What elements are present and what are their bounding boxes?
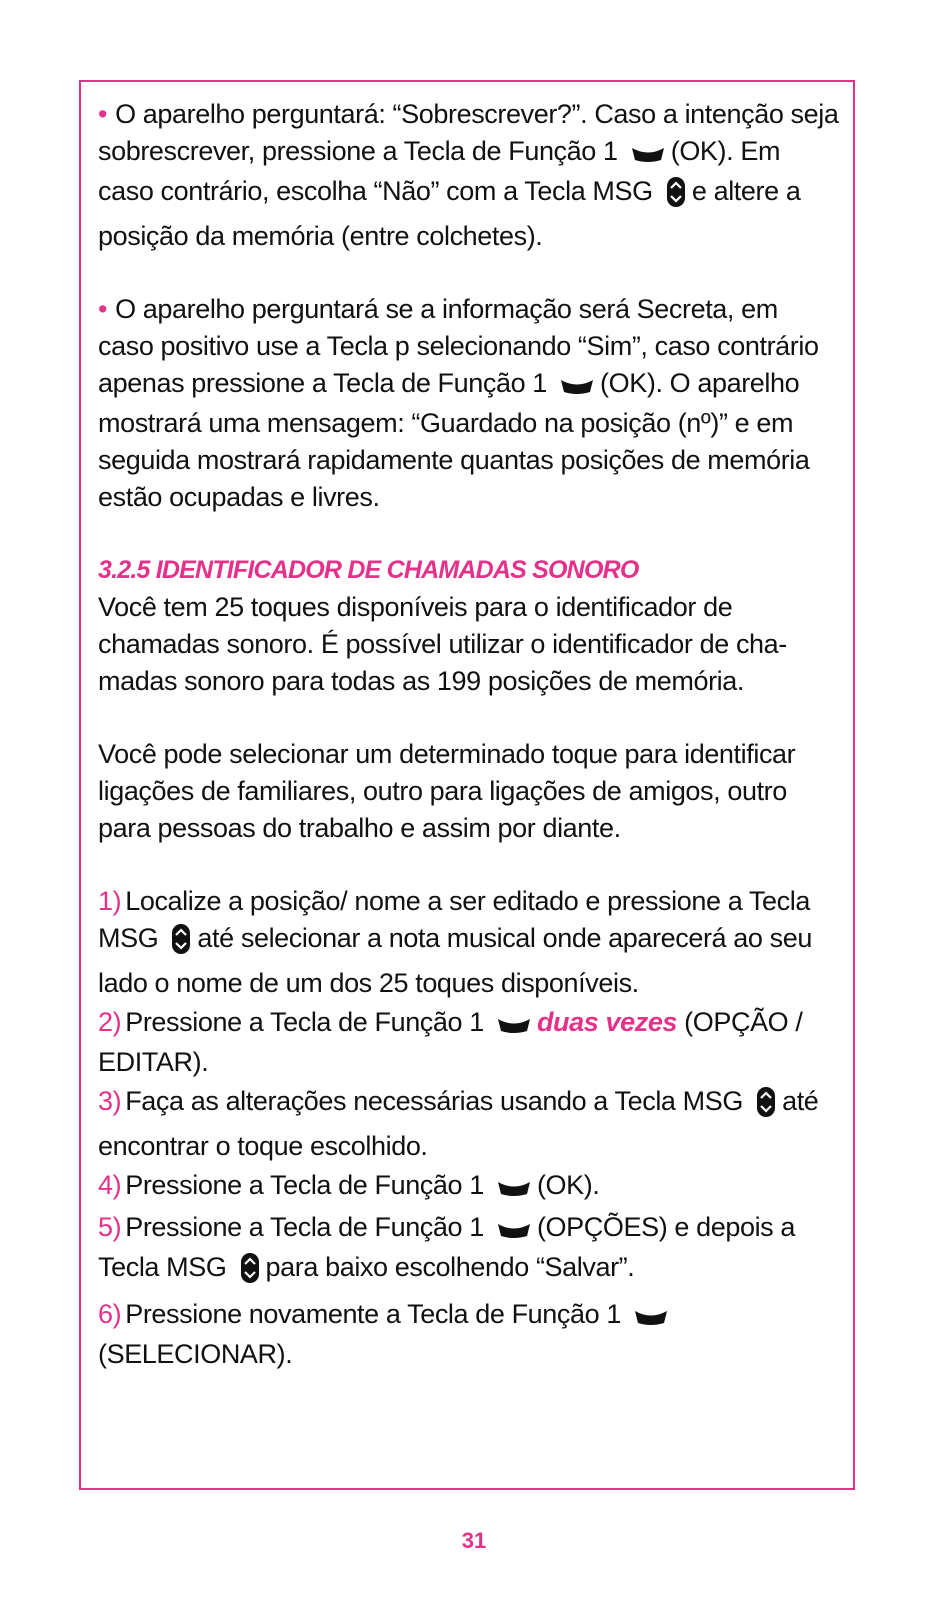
step-number: 4) <box>98 1170 122 1200</box>
msg-navigation-key-icon <box>666 176 686 218</box>
page-number: 31 <box>461 1528 487 1553</box>
step-number: 2) <box>98 1007 122 1037</box>
step-1: 1) Localize a posição/ nome a ser editado e pressione a Tecla MSG até selecionar a nota musical onde aparecerá ao seu lado o nome de um dos 25 toques disponíveis. <box>98 886 812 998</box>
function-key-1-icon <box>560 368 594 405</box>
step-number: 6) <box>98 1299 122 1329</box>
step-5: 5) Pressione a Tecla de Função 1 (OPÇÕES) e depois a Tecla MSG para baixo escolhendo “Salvar”. <box>98 1209 840 1294</box>
msg-navigation-key-icon <box>756 1086 776 1128</box>
section-heading: 3.2.5 IDENTIFICADOR DE CHAMADAS SONORO <box>98 556 639 584</box>
step-4: 4) Pressione a Tecla de Função 1 (OK). <box>98 1167 840 1207</box>
step-6: 6) Pressione novamente a Tecla de Função 1 (SELECIONAR). <box>98 1296 840 1373</box>
section-intro-2: Você pode selecionar um determinado toque para identificar ligações de familiares, outro para ligações de amigos, outro para pessoas do trabalho e assim por diante. <box>98 739 796 843</box>
manual-page-content <box>98 96 840 1373</box>
function-key-1-icon <box>634 1299 668 1336</box>
function-key-1-icon <box>497 1007 531 1044</box>
bullet-marker: • <box>98 99 108 129</box>
step-number: 5) <box>98 1212 122 1242</box>
msg-navigation-key-icon <box>240 1252 260 1294</box>
function-key-1-icon <box>497 1170 531 1207</box>
bullet-marker: • <box>98 294 108 324</box>
step-number: 1) <box>98 886 122 916</box>
msg-navigation-key-icon <box>171 923 191 965</box>
function-key-1-icon <box>631 136 665 173</box>
function-key-1-icon <box>497 1212 531 1249</box>
emphasis-twice: duas vezes <box>536 1007 678 1037</box>
step-2: 2) Pressione a Tecla de Função 1 duas vezes (OPÇÃO / EDITAR). <box>98 1007 803 1077</box>
section-intro-1: Você tem 25 toques disponíveis para o identificador de chamadas sonoro. É possível utilizar o identificador de cha- madas sonoro para todas as 199 posições de memória. <box>98 592 787 696</box>
bullet-paragraph-secret: • O aparelho perguntará se a informação será Secreta, em caso positivo use a Tecla p selecionando “Sim”, caso contrário apenas pressione a Tecla de Função 1 (OK). O aparelho mostrará uma mensagem: “Guardado na posição (nº)” e em seguida mostrará rapidamente quantas posições de memória estão ocupadas e livres. <box>98 294 819 512</box>
step-3: 3) Faça as alterações necessárias usando a Tecla MSG até encontrar o toque escolhido. <box>98 1086 819 1161</box>
bullet-paragraph-overwrite: • O aparelho perguntará: “Sobrescrever?”. Caso a intenção seja sobrescrever, pressione a Tecla de Função 1 (OK). Em caso contrário, escolha “Não” com a Tecla MSG e altere a posição da memória (entre colchetes). <box>98 99 839 251</box>
step-number: 3) <box>98 1086 122 1116</box>
